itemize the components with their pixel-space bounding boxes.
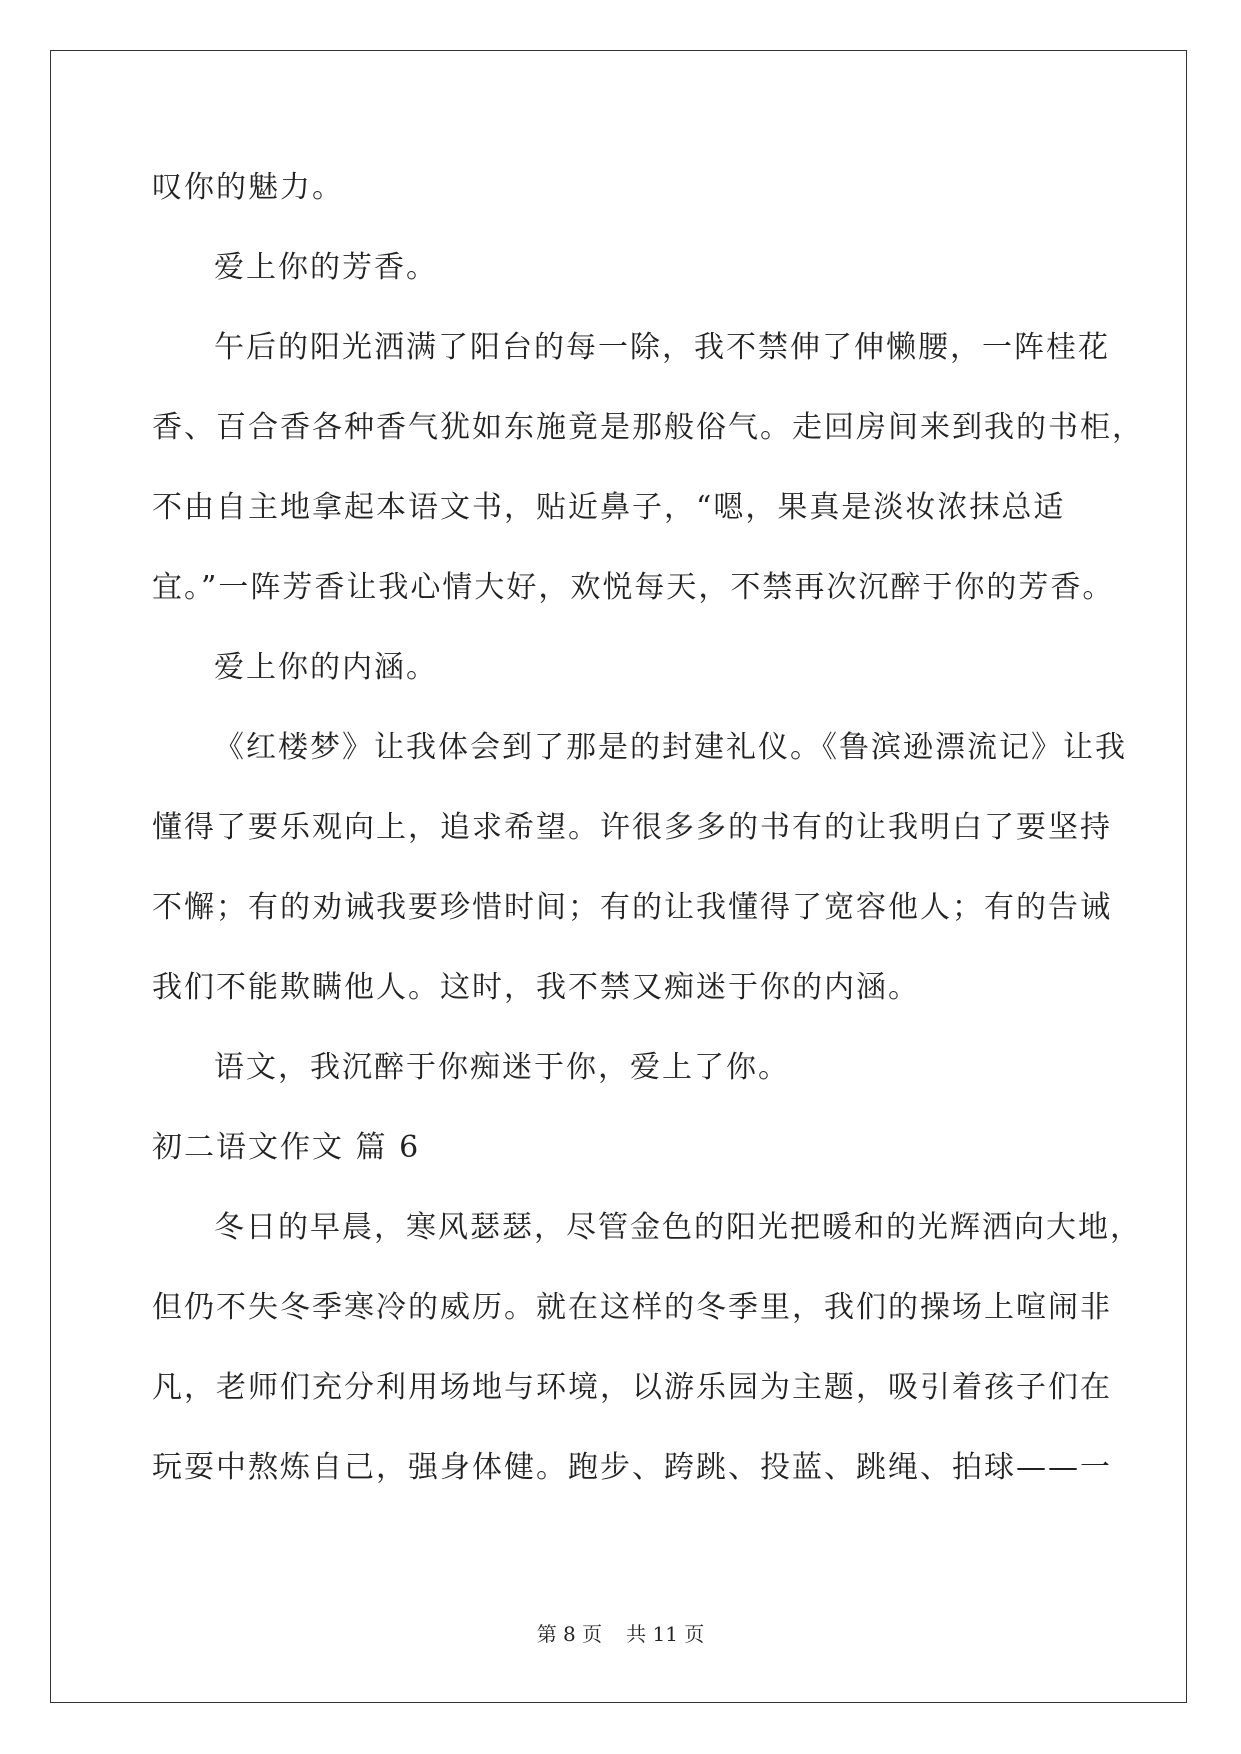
section-heading: 初二语文作文 篇 6 — [152, 1130, 421, 1165]
text-line: 玩耍中熬炼自己，强身体健。跑步、跨跳、投蓝、跳绳、拍球——一 — [152, 1450, 1112, 1485]
text-line: 语文，我沉醉于你痴迷于你，爱上了你。 — [214, 1050, 790, 1085]
page-number: 第 8 页 — [536, 1622, 603, 1646]
text-line: 午后的阳光洒满了阳台的每一除，我不禁伸了伸懒腰，一阵桂花 — [214, 330, 1110, 365]
text-line: 我们不能欺瞒他人。这时，我不禁又痴迷于你的内涵。 — [152, 970, 920, 1005]
text-line: 香、百合香各种香气犹如东施竟是那般俗气。走回房间来到我的书柜， — [152, 410, 1144, 445]
text-line: 不由自主地拿起本语文书，贴近鼻子，“嗯，果真是淡妆浓抹总适 — [152, 490, 1066, 525]
text-line: 宜。”一阵芳香让我心情大好，欢悦每天，不禁再次沉醉于你的芳香。 — [152, 570, 1115, 605]
text-line: 叹你的魅力。 — [152, 170, 344, 205]
text-line: 懂得了要乐观向上，追求希望。许很多多的书有的让我明白了要坚持 — [152, 810, 1112, 845]
text-line: 《红楼梦》让我体会到了那是的封建礼仪。《鲁滨逊漂流记》让我 — [214, 730, 1127, 765]
total-pages: 共 11 页 — [626, 1622, 705, 1646]
page-footer — [0, 1622, 1241, 1646]
text-line: 冬日的早晨，寒风瑟瑟，尽管金色的阳光把暖和的光辉洒向大地， — [214, 1210, 1142, 1245]
text-line: 但仍不失冬季寒冷的威历。就在这样的冬季里，我们的操场上喧闹非 — [152, 1290, 1112, 1325]
text-line: 爱上你的内涵。 — [214, 650, 438, 685]
text-line: 爱上你的芳香。 — [214, 250, 438, 285]
text-line: 凡，老师们充分利用场地与环境，以游乐园为主题，吸引着孩子们在 — [152, 1370, 1112, 1405]
text-line: 不懈；有的劝诫我要珍惜时间；有的让我懂得了宽容他人；有的告诫 — [152, 890, 1112, 925]
